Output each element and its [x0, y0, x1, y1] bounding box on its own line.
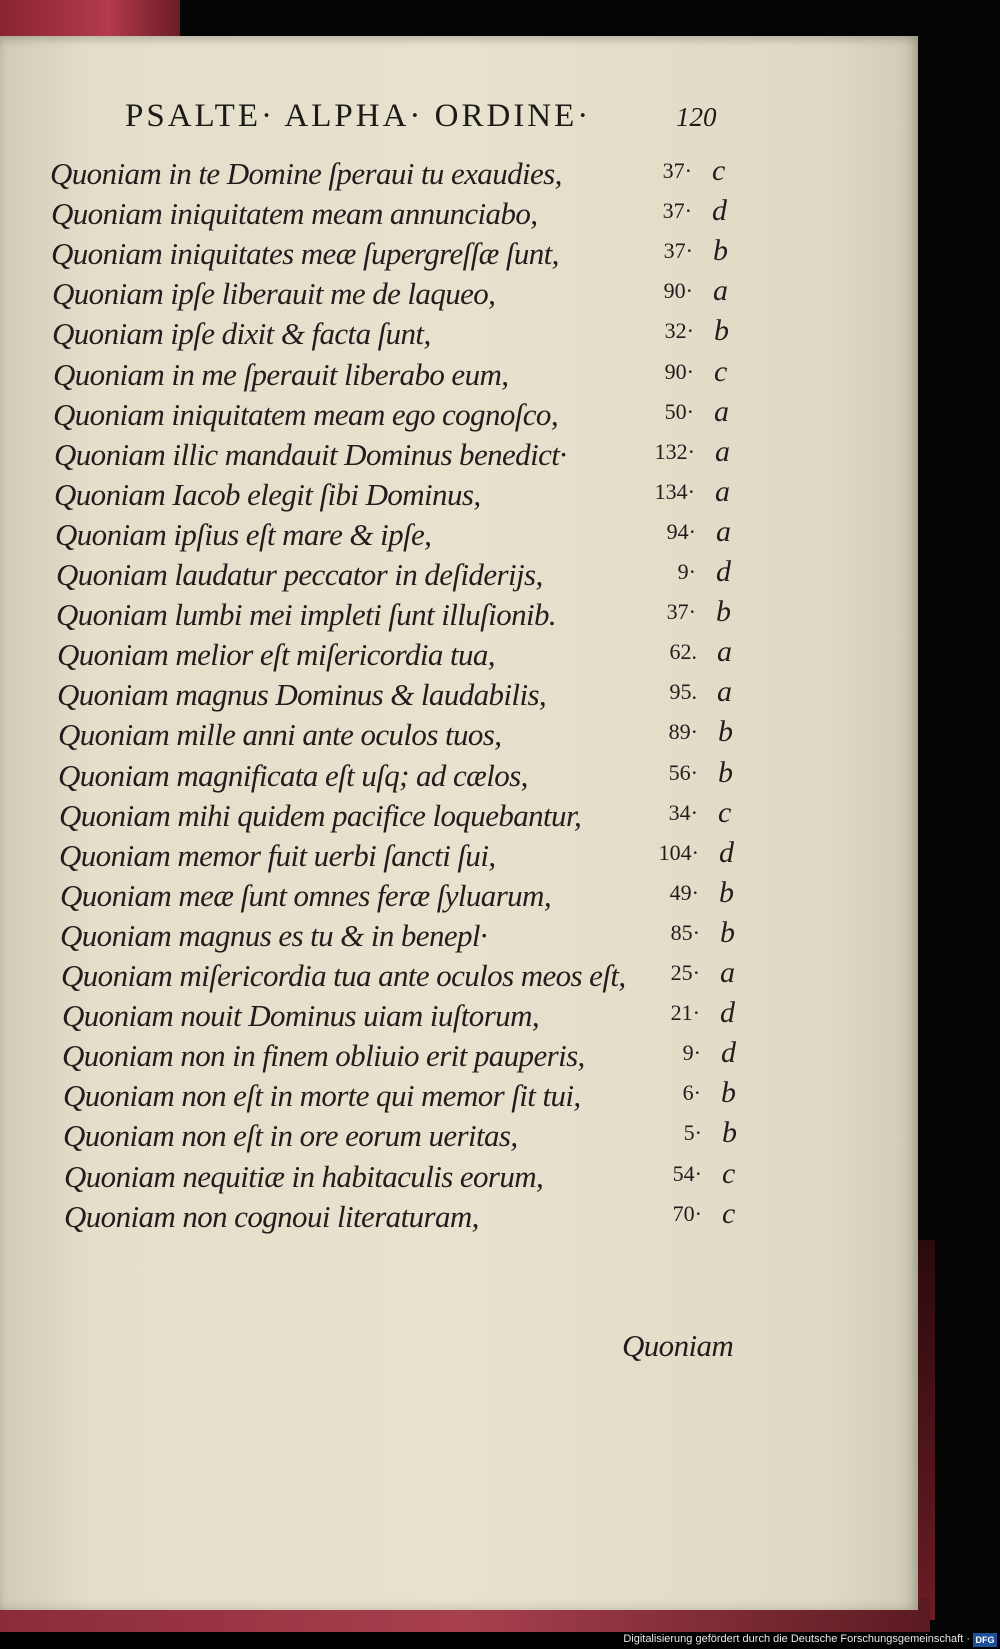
index-entry: [0, 394, 918, 439]
entry-verse-letter: a: [714, 394, 729, 428]
entry-psalm-number: 21·: [670, 1000, 700, 1026]
index-entry: [0, 717, 918, 759]
entry-text: Quoniam nouit Dominus uiam iuſtorum,: [62, 998, 540, 1034]
index-entry: [0, 915, 918, 960]
index-entry: [0, 1118, 918, 1160]
index-entry: [0, 1196, 918, 1241]
entry-verse-letter: b: [716, 595, 731, 629]
index-entry: [0, 1078, 918, 1120]
entry-text: Quoniam non eſt in morte qui memor ſit tui,: [63, 1078, 581, 1114]
entry-text: Quoniam laudatur peccator in deſiderijs,: [56, 557, 543, 592]
index-entry: [0, 1156, 918, 1201]
entry-psalm-number: 56·: [668, 759, 698, 785]
entry-text: Quoniam non in finem obliuio erit pauperis,: [62, 1038, 585, 1074]
entry-verse-letter: a: [715, 434, 730, 468]
entry-psalm-number: 132·: [654, 438, 695, 464]
dfg-logo: DFG: [973, 1633, 997, 1647]
entry-verse-letter: d: [712, 194, 727, 228]
entry-verse-letter: b: [719, 875, 734, 909]
entry-verse-letter: c: [714, 354, 728, 388]
entry-text: Quoniam non eſt in ore eorum ueritas,: [63, 1118, 518, 1154]
entry-text: Quoniam melior eſt miſericordia tua,: [57, 637, 495, 673]
entry-text: Quoniam iniquitates meæ ſupergreſſæ ſunt,: [51, 236, 559, 272]
entry-psalm-number: 50·: [664, 398, 694, 424]
entry-verse-letter: b: [718, 755, 733, 789]
entry-verse-letter: c: [712, 154, 726, 187]
entry-psalm-number: 9·: [677, 559, 696, 584]
entry-psalm-number: 95.: [669, 679, 697, 705]
entry-text: Quoniam illic mandauit Dominus benedict·: [54, 436, 567, 472]
entry-verse-letter: b: [722, 1116, 737, 1150]
entry-verse-letter: a: [717, 675, 732, 709]
entry-psalm-number: 90·: [663, 278, 693, 304]
entry-verse-letter: b: [721, 1076, 736, 1110]
index-entry: [0, 316, 918, 358]
book-page: [0, 36, 918, 1610]
entry-verse-letter: d: [720, 996, 735, 1030]
entry-psalm-number: 5·: [683, 1120, 702, 1146]
entry-psalm-number: 37·: [666, 599, 696, 625]
index-entry: [0, 677, 918, 719]
entry-psalm-number: 89·: [668, 719, 698, 745]
entry-text: Quoniam iniquitatem meam ego cognoſco,: [53, 396, 558, 432]
index-entry: [0, 597, 918, 639]
entry-text: Quoniam magnificata eſt uſq; ad cælos,: [58, 757, 528, 793]
entry-psalm-number: 25·: [670, 960, 700, 985]
entry-psalm-number: 94·: [666, 518, 696, 544]
entry-psalm-number: 70·: [672, 1200, 702, 1226]
entry-psalm-number: 37·: [662, 198, 692, 224]
entry-verse-letter: a: [715, 474, 730, 508]
entry-verse-letter: d: [719, 835, 734, 869]
index-entry: [0, 998, 918, 1040]
entry-psalm-number: 49·: [669, 879, 699, 905]
index-entry: [0, 474, 918, 519]
entry-text: Quoniam ipſe dixit & facta ſunt,: [52, 316, 431, 352]
index-entry: [0, 434, 918, 479]
entry-text: Quoniam memor fuit uerbi ſancti ſui,: [59, 837, 496, 873]
entry-text: Quoniam mihi quidem pacifice loquebantur,: [59, 797, 582, 833]
entry-text: Quoniam in te Domine ſperaui tu exaudies,: [50, 156, 562, 191]
catchword: Quoniam: [622, 1328, 734, 1363]
entry-psalm-number: 37·: [663, 238, 693, 264]
funding-credit: Digitalisierung gefördert durch die Deutsche Forschungsgemeinschaft ·: [623, 1633, 970, 1645]
index-entry: [0, 276, 918, 318]
entry-text: Quoniam lumbi mei impleti ſunt illuſionib.: [56, 597, 557, 633]
entry-verse-letter: a: [716, 514, 731, 548]
index-entry: [0, 514, 918, 559]
entry-psalm-number: 6·: [682, 1080, 701, 1106]
entry-text: Quoniam in me ſperauit liberabo eum,: [53, 356, 509, 392]
entry-text: Quoniam magnus es tu & in benepl·: [60, 917, 488, 953]
entry-verse-letter: d: [716, 555, 731, 588]
entry-text: Quoniam ipſe liberauit me de laqueo,: [52, 276, 496, 312]
index-entry: [0, 557, 918, 599]
index-entry: [0, 236, 918, 278]
footer-credit-bar: [0, 1632, 1000, 1649]
index-entry: [0, 755, 918, 800]
entry-verse-letter: b: [720, 915, 735, 949]
entry-psalm-number: 9·: [682, 1040, 701, 1066]
index-entry: [0, 958, 918, 1000]
entry-verse-letter: a: [713, 274, 728, 308]
entry-verse-letter: c: [722, 1156, 736, 1190]
entry-verse-letter: b: [713, 234, 728, 268]
entry-text: Quoniam meæ ſunt omnes feræ ſyluarum,: [60, 877, 551, 913]
entry-psalm-number: 34·: [668, 799, 698, 825]
entry-verse-letter: a: [720, 956, 735, 989]
entry-text: Quoniam miſericordia tua ante oculos meos eſt,: [61, 958, 626, 993]
index-entry: [0, 196, 918, 238]
entry-psalm-number: 62.: [669, 639, 697, 665]
entry-verse-letter: a: [717, 635, 732, 669]
entry-verse-letter: b: [714, 314, 729, 348]
entry-text: Quoniam Iacob elegit ſibi Dominus,: [54, 476, 481, 512]
index-entry: [0, 637, 918, 679]
entry-text: Quoniam ipſius eſt mare & ipſe,: [55, 516, 432, 552]
entry-text: Quoniam mille anni ante oculos tuos,: [58, 717, 502, 753]
entry-verse-letter: c: [718, 795, 732, 829]
entry-text: Quoniam iniquitatem meam annunciabo,: [51, 196, 538, 232]
index-entry: [0, 354, 918, 399]
index-entry: [0, 156, 918, 198]
entry-verse-letter: b: [718, 715, 733, 749]
entry-psalm-number: 90·: [664, 358, 694, 384]
running-title: PSALTE· ALPHA· ORDINE·: [125, 98, 592, 134]
entry-text: Quoniam non cognoui literaturam,: [64, 1198, 479, 1234]
entry-verse-letter: d: [721, 1036, 736, 1070]
index-entry: [0, 875, 918, 920]
entry-psalm-number: 134·: [654, 478, 695, 504]
entry-text: Quoniam magnus Dominus & laudabilis,: [57, 677, 547, 713]
folio-number: 120: [676, 102, 717, 132]
entry-verse-letter: c: [722, 1196, 736, 1230]
entry-text: Quoniam nequitiæ in habitaculis eorum,: [64, 1158, 544, 1194]
entry-psalm-number: 32·: [664, 318, 694, 344]
page-header: [0, 98, 918, 158]
entry-psalm-number: 104·: [658, 839, 699, 865]
index-entry: [0, 1038, 918, 1080]
entry-psalm-number: 54·: [672, 1160, 702, 1186]
index-entry: [0, 795, 918, 840]
entry-psalm-number: 37·: [662, 158, 692, 183]
entry-psalm-number: 85·: [670, 919, 700, 945]
index-entry: [0, 835, 918, 880]
